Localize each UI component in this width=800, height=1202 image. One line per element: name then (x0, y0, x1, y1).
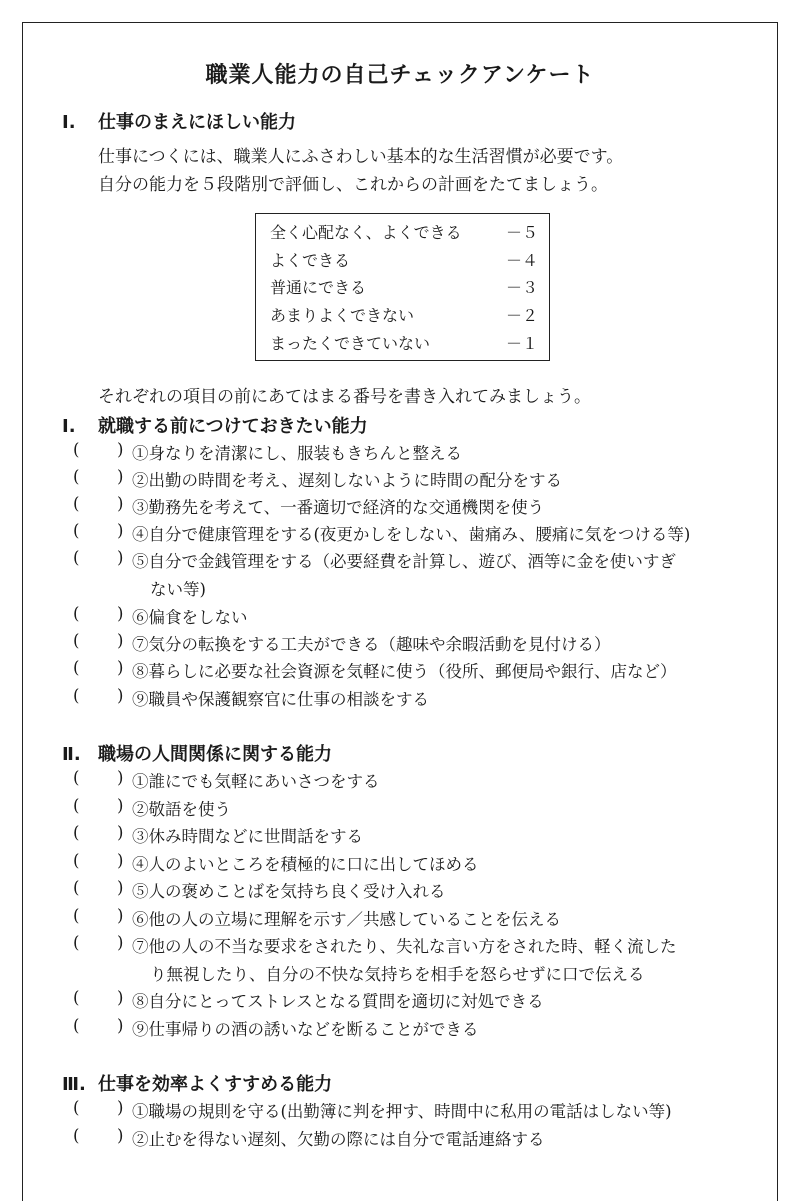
checklist-item-text: ない等) (150, 580, 206, 599)
checklist-item-text: ②出勤の時間を考え、遅刻しないように時間の配分をする (132, 471, 562, 490)
checklist-item-text: ②敬語を使う (132, 800, 231, 819)
answer-paren-close: ) (117, 906, 124, 925)
legend-value: －５ (505, 223, 538, 242)
answer-paren-close: ) (117, 548, 124, 567)
checklist-item-text: ⑦気分の転換をする工夫ができる（趣味や余暇活動を見付ける） (132, 635, 611, 654)
answer-paren-open: ( (73, 440, 80, 459)
answer-paren-open: ( (73, 1098, 80, 1117)
checklist-item-text: ⑤自分で金銭管理をする（必要経費を計算し、遊び、酒等に金を使いすぎ (132, 552, 676, 571)
answer-input[interactable] (84, 1100, 114, 1120)
answer-input[interactable] (84, 825, 114, 845)
answer-paren-open: ( (73, 548, 80, 567)
answer-paren-close: ) (117, 851, 124, 870)
answer-paren-close: ) (117, 768, 124, 787)
section-number: Ⅲ. (62, 1074, 86, 1095)
answer-input[interactable] (84, 523, 114, 543)
answer-paren-open: ( (73, 1016, 80, 1035)
intro-heading-text: 仕事のまえにほしい能力 (98, 112, 296, 133)
legend-label: まったくできていない (270, 334, 431, 353)
legend-value: －２ (505, 306, 538, 325)
answer-paren-open: ( (73, 686, 80, 705)
answer-paren-open: ( (73, 467, 80, 486)
answer-input[interactable] (84, 1018, 114, 1038)
section-number: Ⅱ. (62, 744, 81, 765)
answer-paren-close: ) (117, 686, 124, 705)
answer-paren-close: ) (117, 933, 124, 952)
legend-row (270, 331, 538, 354)
section-heading-text: 仕事を効率よくすすめる能力 (98, 1074, 333, 1095)
answer-input[interactable] (84, 688, 114, 708)
checklist-item-text: ④自分で健康管理をする(夜更かしをしない、歯痛み、腰痛に気をつける等) (132, 525, 691, 544)
answer-paren-close: ) (117, 604, 124, 623)
answer-paren-close: ) (117, 796, 124, 815)
legend-label: 全く心配なく、よくできる (270, 223, 462, 242)
section-number: Ⅰ. (62, 416, 76, 437)
legend-row (270, 248, 538, 271)
checklist-item-text: ⑥他の人の立場に理解を示す／共感していることを伝える (132, 910, 561, 929)
answer-input[interactable] (84, 442, 114, 462)
answer-paren-close: ) (117, 440, 124, 459)
legend-row (270, 220, 538, 243)
checklist-item-text: ④人のよいところを積極的に口に出してほめる (132, 855, 479, 874)
intro-line: 自分の能力を５段階別で評価し、これからの計画をたてましょう。 (98, 175, 608, 195)
rating-legend (255, 213, 550, 361)
answer-input[interactable] (84, 1128, 114, 1148)
answer-paren-open: ( (73, 768, 80, 787)
intro-line: 仕事につくには、職業人にふさわしい基本的な生活習慣が必要です。 (98, 147, 624, 167)
legend-label: あまりよくできない (270, 306, 415, 325)
intro-number: Ⅰ. (62, 112, 76, 133)
answer-paren-open: ( (73, 988, 80, 1007)
answer-paren-open: ( (73, 851, 80, 870)
checklist-item-text: ⑤人の褒めことばを気持ち良く受け入れる (132, 882, 446, 901)
answer-paren-close: ) (117, 823, 124, 842)
checklist-item-text: ⑦他の人の不当な要求をされたり、失礼な言い方をされた時、軽く流した (132, 937, 677, 956)
legend-label: 普通にできる (270, 278, 367, 297)
answer-paren-close: ) (117, 521, 124, 540)
answer-paren-close: ) (117, 1126, 124, 1145)
section-heading (62, 412, 368, 438)
answer-input[interactable] (84, 880, 114, 900)
answer-paren-open: ( (73, 878, 80, 897)
answer-input[interactable] (84, 990, 114, 1010)
checklist-item-text: ①職場の規則を守る(出勤簿に判を押す、時間中に私用の電話はしない等) (132, 1102, 672, 1121)
answer-input[interactable] (84, 935, 114, 955)
answer-input[interactable] (84, 660, 114, 680)
legend-label: よくできる (270, 251, 351, 270)
intro-heading (62, 108, 296, 134)
answer-paren-open: ( (73, 604, 80, 623)
legend-row (270, 303, 538, 326)
page-title: 職業人能力の自己チェックアンケート (205, 63, 595, 88)
answer-paren-close: ) (117, 494, 124, 513)
answer-input[interactable] (84, 770, 114, 790)
answer-paren-close: ) (117, 631, 124, 650)
answer-input[interactable] (84, 908, 114, 928)
answer-input[interactable] (84, 550, 114, 570)
answer-input[interactable] (84, 633, 114, 653)
checklist-item-text: ③勤務先を考えて、一番適切で経済的な交通機関を使う (132, 498, 545, 517)
checklist-item-text: ⑨仕事帰りの酒の誘いなどを断ることができる (132, 1020, 479, 1039)
checklist-item-text: り無視したり、自分の不快な気持ちを相手を怒らせずに口で伝える (150, 965, 645, 984)
checklist-item-text: ②止むを得ない遅刻、欠勤の際には自分で電話連絡する (132, 1130, 545, 1149)
answer-paren-close: ) (117, 658, 124, 677)
answer-paren-close: ) (117, 988, 124, 1007)
checklist-item-text: ⑧自分にとってストレスとなる質問を適切に対処できる (132, 992, 544, 1011)
checklist-item-text: ①誰にでも気軽にあいさつをする (132, 772, 380, 791)
answer-input[interactable] (84, 798, 114, 818)
answer-paren-open: ( (73, 796, 80, 815)
legend-value: －１ (505, 334, 538, 353)
answer-paren-open: ( (73, 521, 80, 540)
checklist-item-text: ⑨職員や保護観察官に仕事の相談をする (132, 690, 429, 709)
answer-paren-open: ( (73, 933, 80, 952)
answer-paren-close: ) (117, 1016, 124, 1035)
instruction-text: それぞれの項目の前にあてはまる番号を書き入れてみましょう。 (98, 387, 591, 407)
answer-paren-open: ( (73, 658, 80, 677)
answer-paren-open: ( (73, 823, 80, 842)
section-heading (62, 1070, 332, 1096)
answer-paren-close: ) (117, 878, 124, 897)
answer-paren-open: ( (73, 631, 80, 650)
section-heading (62, 740, 332, 766)
legend-row (270, 275, 538, 298)
answer-input[interactable] (84, 853, 114, 873)
checklist-item-text: ①身なりを清潔にし、服装もきちんと整える (132, 444, 462, 463)
section-heading-text: 職場の人間関係に関する能力 (98, 744, 332, 765)
answer-input[interactable] (84, 496, 114, 516)
answer-paren-open: ( (73, 494, 80, 513)
section-heading-text: 就職する前につけておきたい能力 (98, 416, 368, 437)
legend-value: －３ (505, 278, 538, 297)
answer-input[interactable] (84, 469, 114, 489)
checklist-item-text: ⑧暮らしに必要な社会資源を気軽に使う（役所、郵便局や銀行、店など） (132, 662, 677, 681)
checklist-item-text: ③休み時間などに世間話をする (132, 827, 363, 846)
answer-input[interactable] (84, 606, 114, 626)
legend-value: －４ (505, 251, 538, 270)
answer-paren-close: ) (117, 1098, 124, 1117)
answer-paren-open: ( (73, 1126, 80, 1145)
checklist-item-text: ⑥偏食をしない (132, 608, 248, 627)
answer-paren-close: ) (117, 467, 124, 486)
answer-paren-open: ( (73, 906, 80, 925)
